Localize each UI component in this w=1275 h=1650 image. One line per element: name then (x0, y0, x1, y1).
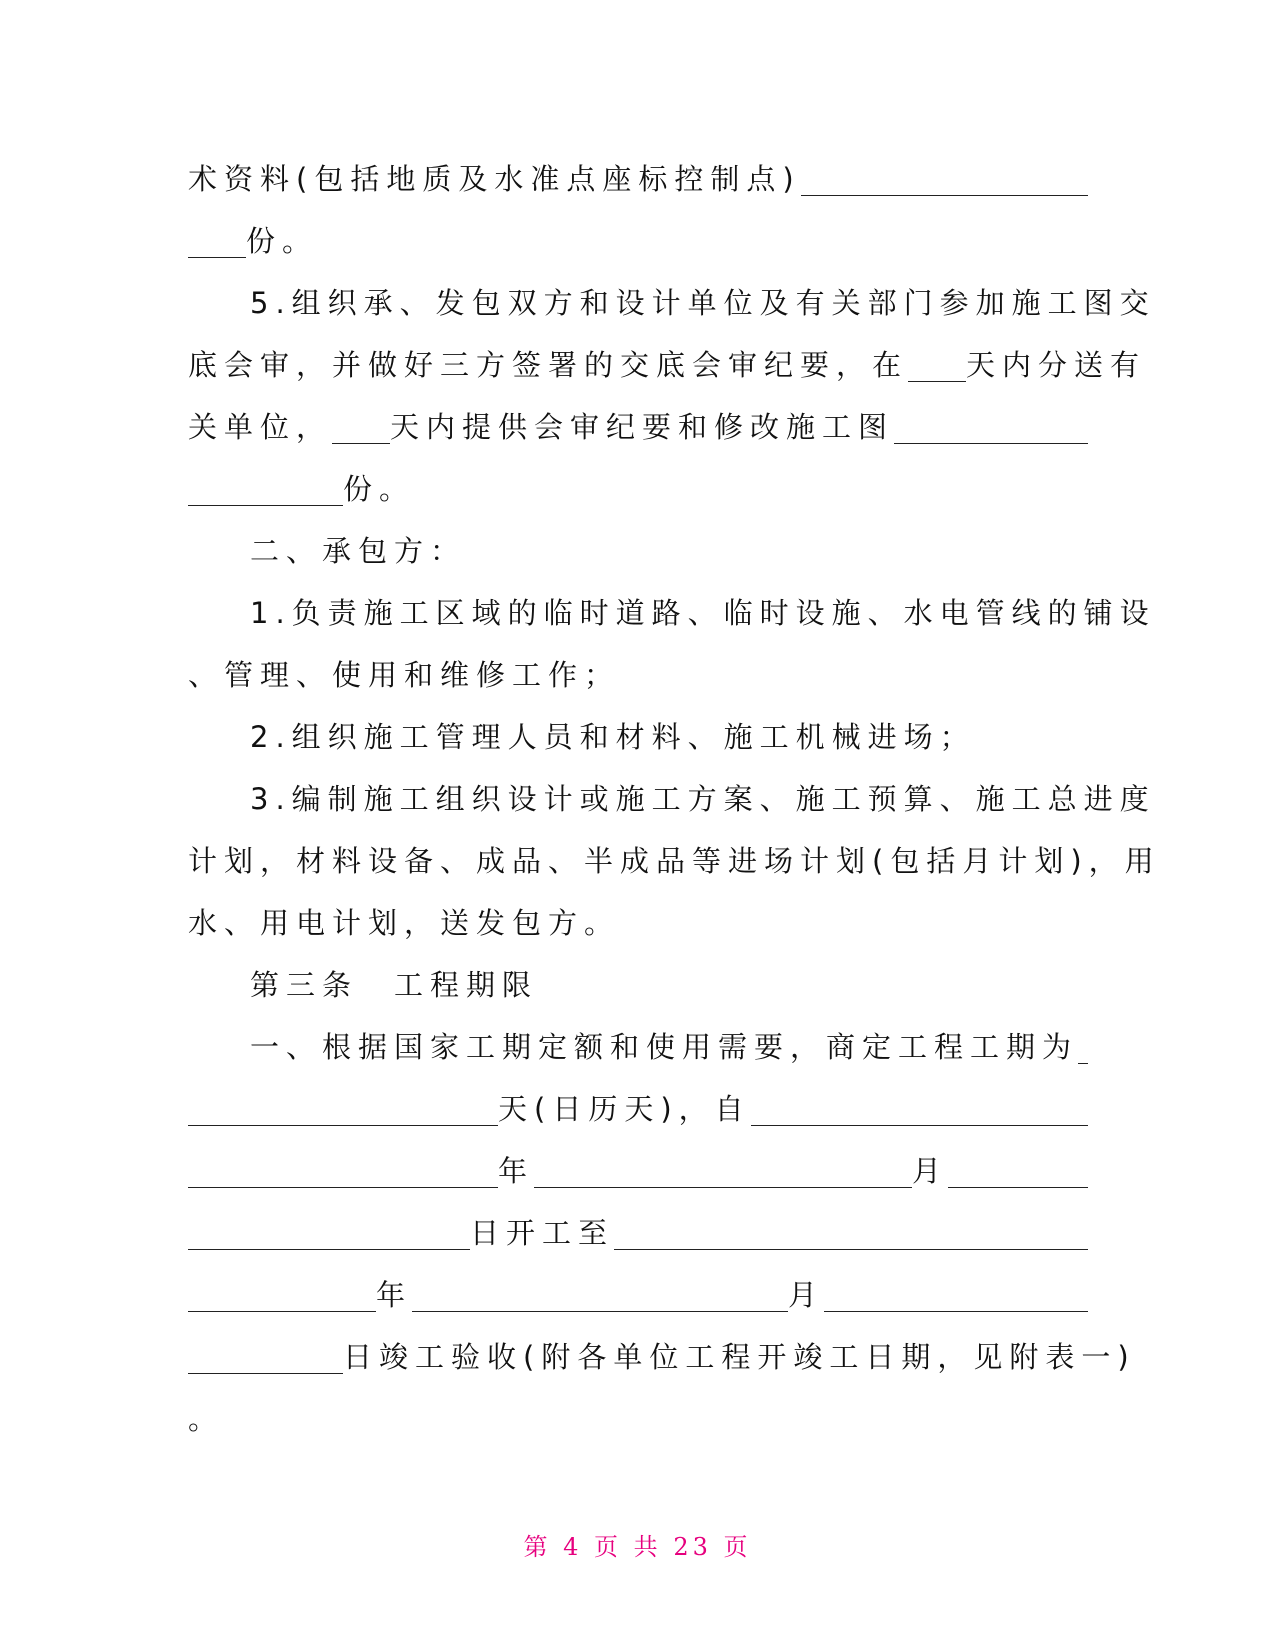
fill-blank (188, 1343, 343, 1374)
footer-middle: 页 共 (594, 1533, 662, 1561)
text-line-12 (188, 830, 1161, 878)
text-segment: 1.负责施工区域的临时道路、临时设施、水电管线的铺设 (250, 596, 1156, 630)
text-segment: 二、承包方： (250, 534, 467, 568)
text-line-2 (188, 210, 1088, 256)
text-segment: 。 (188, 1402, 225, 1436)
text-line-3 (250, 272, 1156, 320)
text-line-5 (188, 396, 1088, 442)
text-segment: 日开工至 (470, 1216, 615, 1250)
text-segment: 份。 (246, 224, 319, 258)
text-line-7 (250, 520, 1088, 566)
fill-blank (801, 165, 1088, 196)
text-segment: 天内提供会审纪要和修改施工图 (390, 410, 895, 444)
text-segment: 水、用电计划，送发包方。 (188, 906, 621, 940)
text-line-17 (188, 1140, 1088, 1186)
fill-blank (948, 1157, 1088, 1188)
text-line-10 (250, 706, 1088, 752)
text-line-9 (188, 644, 1088, 690)
text-line-18 (188, 1202, 1088, 1248)
fill-blank (534, 1157, 912, 1188)
fill-blank (412, 1281, 788, 1312)
footer-prefix: 第 (523, 1533, 552, 1561)
text-segment: 份。 (343, 472, 416, 506)
fill-blank (188, 475, 343, 506)
text-segment: 2.组织施工管理人员和材料、施工机械进场； (250, 720, 976, 754)
text-segment: 计划，材料设备、成品、半成品等进场计划(包括月计划)，用 (188, 844, 1161, 878)
fill-blank (614, 1219, 1088, 1250)
section-heading (250, 954, 1088, 1000)
fill-blank (188, 1157, 498, 1188)
fill-blank (751, 1095, 1088, 1126)
text-segment: 天(日历天)，自 (498, 1092, 751, 1126)
total-page-number: 23 (673, 1533, 712, 1561)
fill-blank (188, 227, 246, 258)
fill-blank (188, 1281, 376, 1312)
text-line-20 (188, 1326, 1136, 1374)
text-line-21 (188, 1388, 1088, 1434)
text-line-16 (188, 1078, 1088, 1124)
page-number-footer (0, 1527, 1275, 1562)
text-line-8 (250, 582, 1156, 630)
text-segment: 月 (912, 1154, 949, 1188)
text-line-6 (188, 458, 1088, 504)
text-segment: 天内分送有 (966, 348, 1147, 382)
text-segment: 术资料(包括地质及水准点座标控制点) (188, 162, 801, 196)
text-segment: 年 (498, 1154, 535, 1188)
fill-blank (188, 1219, 470, 1250)
fill-blank (1078, 1033, 1088, 1064)
text-segment: 底会审，并做好三方签署的交底会审纪要，在 (188, 348, 909, 382)
text-segment: 年 (376, 1278, 413, 1312)
current-page-number: 4 (563, 1533, 583, 1561)
text-line-1 (188, 148, 1088, 194)
text-segment: 第三条 工程期限 (250, 968, 539, 1002)
fill-blank (188, 1095, 498, 1126)
footer-suffix: 页 (723, 1533, 752, 1561)
text-segment: 3.编制施工组织设计或施工方案、施工预算、施工总进度 (250, 782, 1156, 816)
text-segment: 一、根据国家工期定额和使用需要，商定工程工期为 (250, 1030, 1079, 1064)
fill-blank (824, 1281, 1088, 1312)
text-line-19 (188, 1264, 1088, 1310)
text-segment: 、管理、使用和维修工作； (188, 658, 621, 692)
text-segment: 月 (788, 1278, 825, 1312)
fill-blank (908, 351, 966, 382)
text-segment: 关单位， (188, 410, 333, 444)
text-line-15 (250, 1016, 1088, 1062)
text-line-4 (188, 334, 1147, 382)
text-line-13 (188, 892, 1088, 938)
text-segment: 5.组织承、发包双方和设计单位及有关部门参加施工图交 (250, 286, 1156, 320)
fill-blank (894, 413, 1088, 444)
text-segment: 日竣工验收(附各单位工程开竣工日期，见附表一) (343, 1340, 1136, 1374)
text-line-11 (250, 768, 1156, 816)
fill-blank (332, 413, 390, 444)
